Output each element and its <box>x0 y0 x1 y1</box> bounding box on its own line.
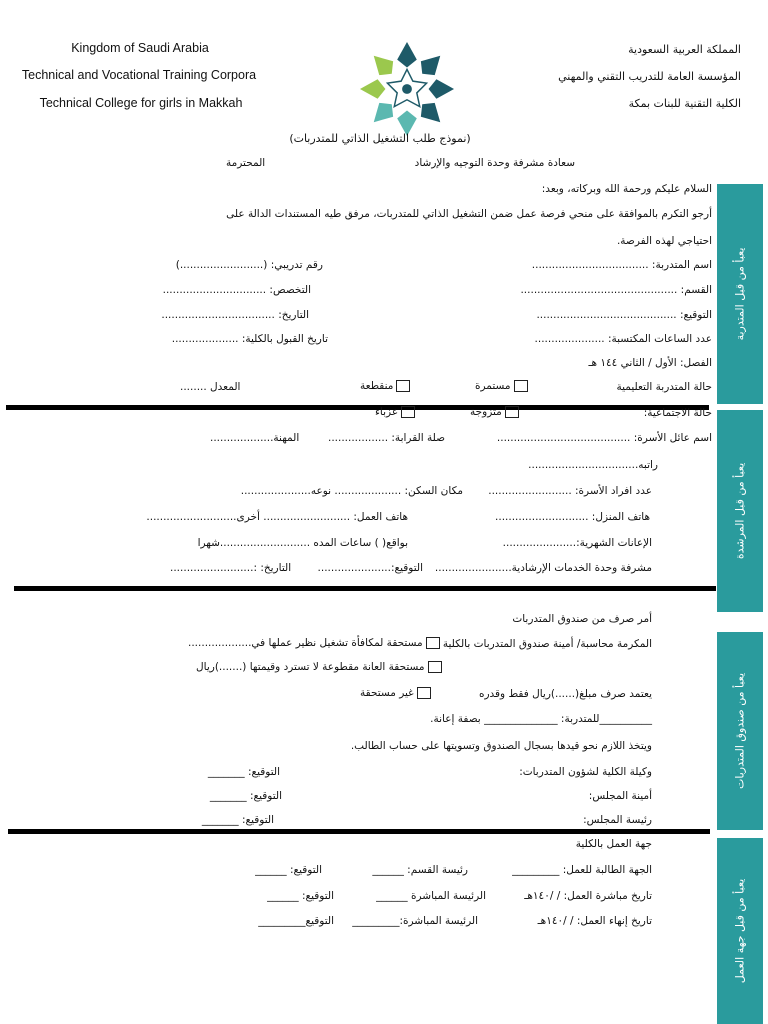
admission-date-field[interactable]: تاريخ القبول بالكلية: .................... <box>171 333 328 345</box>
earned-hours-field[interactable]: عدد الساعات المكتسبة: ..................... <box>534 333 712 345</box>
council-head-signature[interactable]: التوقيع: _______ <box>201 814 274 826</box>
college-logo <box>358 40 456 138</box>
trainee-date-field[interactable]: التاريخ: .................................. <box>161 309 309 321</box>
section-divider-3 <box>8 829 710 834</box>
work-phone-field[interactable]: هاتف العمل: .......................... أخرى........................... <box>146 511 408 523</box>
disbursement-title: أمر صرف من صندوق المتدربات <box>512 613 652 625</box>
sidebar-fund-label: يعبأ من صندوق المتدربات <box>733 672 747 790</box>
header-en-line-1: Kingdom of Saudi Arabia <box>71 41 209 55</box>
trainee-aid-line[interactable]: __________للمتدربة: ______________ بصفة إعانة. <box>430 713 652 725</box>
request-line-1: أرجو التكرم بالموافقة على منحي فرصة عمل ضمن التشغيل الذاتي للمتدربات، مرفق طيه المستندات الدالة على <box>226 208 712 220</box>
department-field[interactable]: القسم: ............................................... <box>520 284 712 296</box>
approve-amount: يعتمد صرف مبلغ(......)ريال فقط وقدره <box>478 688 652 700</box>
family-head-field[interactable]: اسم عائل الأسرة: ........................................ <box>496 432 712 444</box>
occupation-field[interactable]: المهنة................... <box>210 432 300 444</box>
reward-option[interactable] <box>188 637 443 649</box>
status-label: حالة المتدربة التعليمية <box>616 381 712 393</box>
status-continuing-label: مستمرة <box>475 380 511 392</box>
header-ar-line-2: المؤسسة العامة للتدريب التقني والمهني <box>558 70 741 83</box>
sidebar-trainee <box>717 184 763 404</box>
honorific: المحترمة <box>226 157 266 169</box>
vice-dean-signature[interactable]: التوقيع: _______ <box>207 766 280 778</box>
requesting-party-field[interactable]: الجهة الطالبة للعمل: _________ <box>512 864 652 876</box>
section-divider-1 <box>6 405 709 410</box>
married-label: متزوجة <box>470 406 502 418</box>
disbursement-addressee: المكرمة محاسبة/ أمينة صندوق المتدربات بالكلية <box>442 638 652 650</box>
status-option-continuing[interactable] <box>475 380 531 392</box>
family-members-field[interactable]: عدد افراد الأسرة: ......................... <box>488 485 652 497</box>
sidebar-trainee-label: يعبأ من قبل المتدربة <box>733 247 747 341</box>
trainee-name-field[interactable]: اسم المتدربة: ................................... <box>531 259 712 271</box>
monthly-aid-field[interactable]: الإعانات الشهرية:...................... <box>502 537 652 549</box>
supervisor-date-field[interactable]: التاريخ: :......................... <box>170 562 292 574</box>
sidebar-workplace <box>717 838 763 1024</box>
single-checkbox[interactable] <box>401 406 415 418</box>
lump-aid-label: مستحقة العانة مقطوعة لا تسترد وقيمتها (.......)ريال <box>196 661 425 673</box>
lump-aid-checkbox[interactable] <box>428 661 442 673</box>
social-option-married[interactable] <box>470 406 522 418</box>
header-en-line-3: Technical College for girls in Makkah <box>39 96 243 110</box>
status-option-discontinued[interactable] <box>360 380 413 392</box>
end-supervisor-field[interactable]: الرئيسة المباشرة:_________ <box>352 915 478 927</box>
specialization-field[interactable]: التخصص: ............................... <box>162 284 311 296</box>
married-checkbox[interactable] <box>505 406 519 418</box>
gpa-field[interactable]: المعدل ........ <box>180 381 241 393</box>
sidebar-counselor-label: يعبأ من قبل المرشدة <box>733 462 747 560</box>
end-supervisor-signature[interactable]: التوقيع_________ <box>258 915 334 927</box>
home-phone-field[interactable]: هاتف المنزل: ............................ <box>495 511 650 523</box>
lump-aid-option[interactable] <box>196 661 445 673</box>
single-label: عزباء <box>375 406 399 418</box>
training-number-field[interactable]: رقم تدريبي: (.........................) <box>175 259 323 271</box>
trainee-signature-field[interactable]: التوقيع: .......................................... <box>536 309 712 321</box>
header-ar-line-1: المملكة العربية السعودية <box>628 43 741 56</box>
header-en-line-2: Technical and Vocational Training Corpora <box>21 68 257 82</box>
supervisor-signature-field[interactable]: التوقيع:...................... <box>317 562 423 574</box>
form-title: (نموذج طلب التشغيل الذاتي للمتدربات) <box>289 132 471 145</box>
salutation: سعادة مشرفة وحدة التوجيه والإرشاد <box>414 157 575 169</box>
status-discontinued-label: منقطعة <box>360 380 394 392</box>
reward-checkbox[interactable] <box>426 637 440 649</box>
work-hours-field[interactable]: بواقع( ) ساعات المده ...........................شهرا <box>197 537 408 549</box>
housing-field[interactable]: مكان السكن: .................... نوعه..................... <box>240 485 463 497</box>
vice-dean-label: وكيلة الكلية لشؤون المتدربات: <box>519 766 652 778</box>
status-continuing-checkbox[interactable] <box>514 380 528 392</box>
relation-field[interactable]: صلة القرابة: .................. <box>327 432 445 444</box>
greeting: السلام عليكم ورحمة الله وبركاته، وبعد: <box>541 183 712 195</box>
sidebar-counselor <box>717 410 763 612</box>
sidebar-workplace-label: يعبأ من قبل جهة العمل <box>733 878 747 984</box>
request-line-2: احتياجي لهذه الفرصة. <box>616 235 712 247</box>
start-supervisor-signature[interactable]: التوقيع: ______ <box>267 890 334 902</box>
not-eligible-checkbox[interactable] <box>417 687 431 699</box>
salary-field[interactable]: راتبه................................. <box>528 459 658 471</box>
workplace-title: جهة العمل بالكلية <box>575 838 652 850</box>
social-option-single[interactable] <box>375 406 418 418</box>
semester-field[interactable]: الفصل: الأول / الثاني ١٤٤ هـ <box>588 357 712 369</box>
council-secretary-label: أمينة المجلس: <box>588 790 652 802</box>
header-ar-line-3: الكلية التقنية للبنات بمكة <box>628 97 741 110</box>
section-divider-2 <box>14 586 716 591</box>
end-date-field[interactable]: تاريخ إنهاء العمل: / /١٤٠هـ <box>537 915 652 927</box>
status-discontinued-checkbox[interactable] <box>396 380 410 392</box>
start-date-field[interactable]: تاريخ مباشرة العمل: / /١٤٠هـ <box>524 890 652 902</box>
dept-head-field[interactable]: رئيسة القسم: ______ <box>372 864 468 876</box>
dept-head-signature[interactable]: التوقيع: ______ <box>255 864 322 876</box>
council-secretary-signature[interactable]: التوقيع: _______ <box>209 790 282 802</box>
social-status-label: حالة الاجتماعية: <box>643 407 712 419</box>
start-supervisor-field[interactable]: الرئيسة المباشرة ______ <box>376 890 486 902</box>
council-head-label: رئيسة المجلس: <box>583 814 652 826</box>
reward-label: مستحقة لمكافأة تشغيل نظير عملها في................... <box>188 637 423 649</box>
not-eligible-label: غير مستحقة <box>360 687 414 699</box>
sidebar-fund <box>717 632 763 830</box>
not-eligible-option[interactable] <box>360 687 434 699</box>
fund-entry-line: ويتخذ اللازم نحو قيدها بسجال الصندوق وتسويتها على حساب الطالب. <box>350 740 652 752</box>
supervisor-field: مشرفة وحدة الخدمات الإرشادية....................... <box>434 562 652 574</box>
